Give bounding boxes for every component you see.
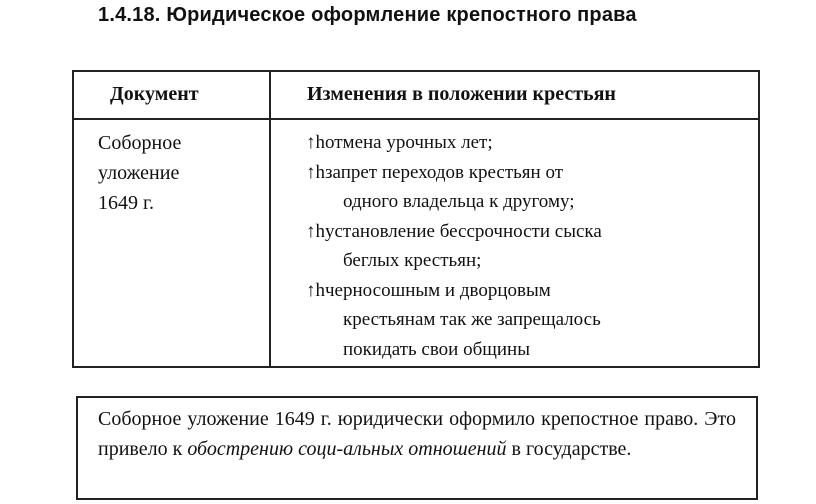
document-line: Соборное [98,132,182,154]
change-line: черносошным и дворцовым [325,279,551,301]
change-line: беглых крестьян; [343,250,482,271]
change-item [306,128,746,158]
change-line: отмена урочных лет; [325,132,493,153]
document-cell [98,128,258,218]
summary-text-end: в государстве. [506,438,632,460]
change-line: запрет переходов крестьян от [325,161,563,183]
column-header-document: Документ [110,83,199,105]
document-line: 1649 г. [98,192,154,214]
up-arrow-marker-icon: ↑h [306,279,325,301]
up-arrow-marker-icon: ↑h [306,161,325,183]
table-header-row [74,72,758,120]
change-line: одного владельца к другому; [343,191,575,212]
change-line: покидать свои общины [343,338,530,360]
column-header-changes: Изменения в положении крестьян [307,83,616,105]
change-line: установление бессрочности сыска [325,220,602,242]
changes-table [72,70,760,368]
summary-emphasis: обострению соци-альных отношений [187,438,507,460]
summary-text: Соборное уложение 1649 г. юридически оформило крепостное право. Это привело к [98,408,736,460]
up-arrow-marker-icon: ↑h [306,132,325,153]
changes-cell [306,128,746,364]
document-line: уложение [98,162,180,184]
change-line: крестьянам так же запрещалось [343,309,601,330]
change-item [306,158,746,217]
summary-box [76,396,758,500]
change-item [306,276,746,365]
up-arrow-marker-icon: ↑h [306,220,325,242]
change-item [306,217,746,276]
section-heading: 1.4.18. Юридическое оформление крепостного права [98,4,637,26]
column-divider [269,72,271,366]
